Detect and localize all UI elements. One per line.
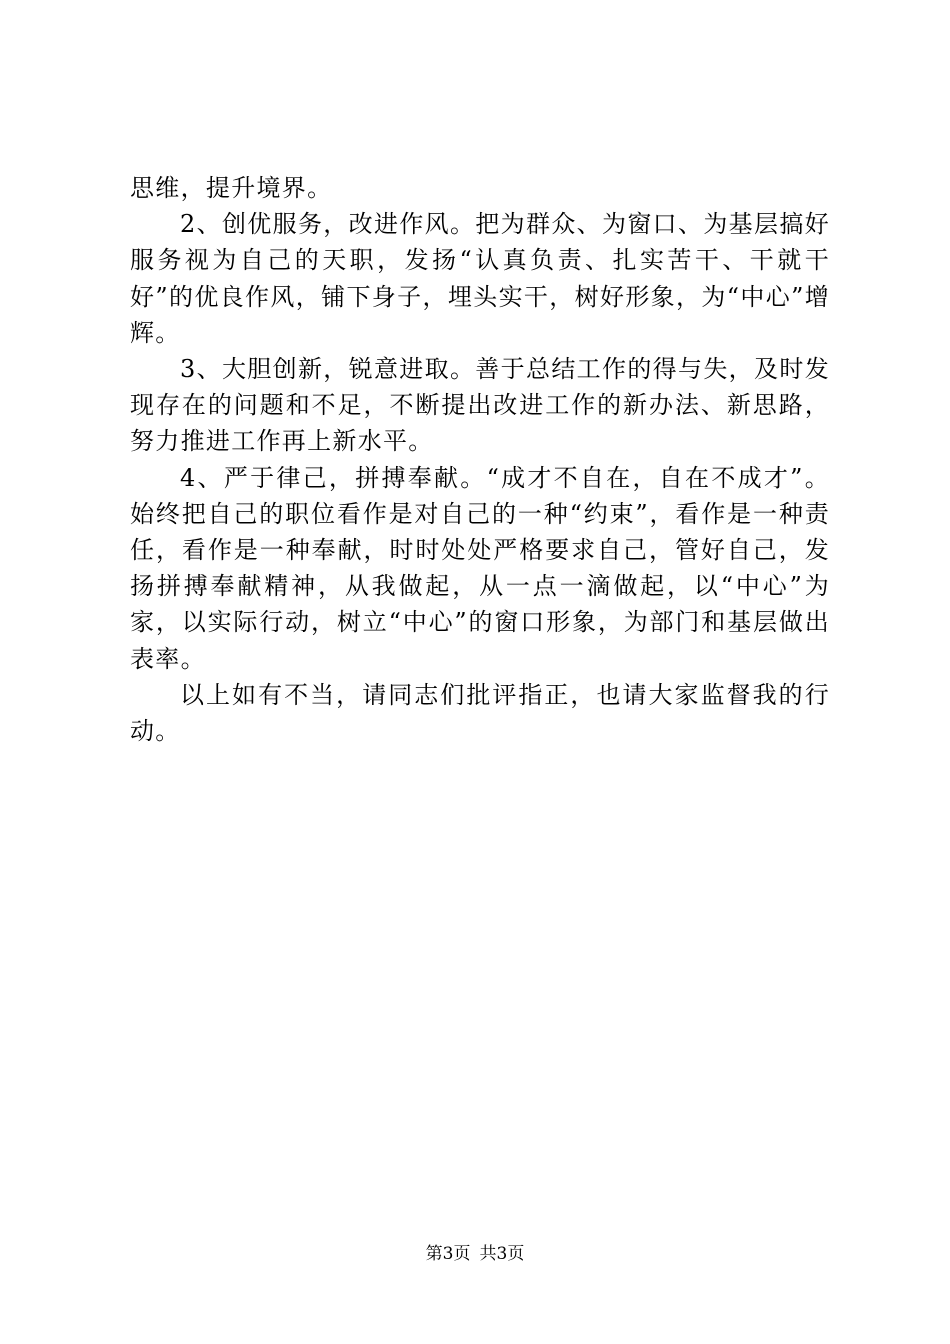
total-page-count: 共3页 [479, 1244, 525, 1264]
page-footer [0, 1243, 950, 1265]
paragraph-item-2: 2、创优服务，改进作风。把为群众、为窗口、为基层搞好服务视为自己的天职，发扬“认真负责、扎实苦干、干就干好”的优良作风，铺下身子，埋头实干，树好形象，为“中心”增辉。 [130, 210, 830, 347]
paragraph-item-4: 4、严于律己，拼搏奉献。“成才不自在，自在不成才”。始终把自己的职位看作是对自己的一种“约束”，看作是一种责任，看作是一种奉献，时时处处严格要求自己，管好自己，发扬拼搏奉献精神，从我做起，从一点一滴做起，以“中心”为家，以实际行动，树立“中心”的窗口形象，为部门和基层做出表率。 [130, 463, 830, 673]
paragraph-continuation: 思维，提升境界。 [130, 174, 333, 202]
document-body [130, 170, 830, 749]
paragraph-closing: 以上如有不当，请同志们批评指正，也请大家监督我的行动。 [130, 680, 830, 746]
current-page-number: 第3页 [425, 1244, 471, 1264]
paragraph-item-3: 3、大胆创新，锐意进取。善于总结工作的得与失，及时发现存在的问题和不足，不断提出改进工作的新办法、新思路，努力推进工作再上新水平。 [130, 355, 830, 456]
